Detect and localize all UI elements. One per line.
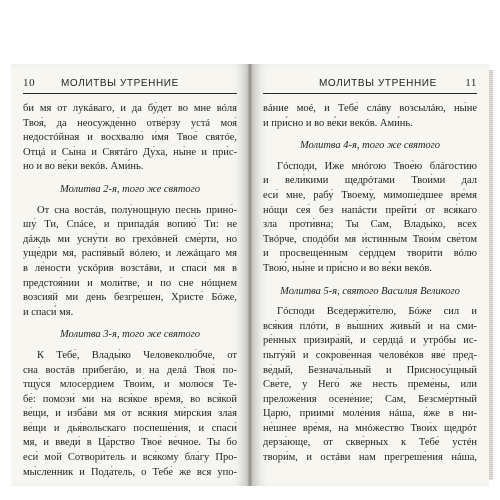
- text-line: Царю́, приими́ моле́ния нáша, я́же в ни-: [263, 408, 477, 420]
- page-number-right: 11: [465, 77, 477, 89]
- prayer-3-text: [23, 349, 237, 480]
- page-number-left: 10: [23, 77, 36, 89]
- text-line: ве́щи и дья́вольскаго поспеше́ния, и спаси́: [23, 422, 237, 434]
- left-page: [11, 64, 247, 486]
- text-line: и при́сно и во ве́ки векóв. Ами́нь.: [263, 117, 413, 129]
- page-edges: [489, 70, 493, 480]
- prayer-5-text: [263, 305, 477, 466]
- text-line: Гóсподи Вседержи́телю, Бóже сил и: [277, 306, 477, 318]
- text-line: би мя от лукáваго, и да бу́дет во мне вóля: [23, 103, 237, 114]
- running-title-right: МОЛИТВЫ УТРЕННИЕ: [319, 78, 437, 89]
- text-line: и просвеще́нным се́рдцем твори́ти вóлю: [263, 248, 477, 260]
- text-line: ре́нных призира́яй, и сердцá и утрóбы ис-: [263, 335, 477, 347]
- text-line: и вели́кими щедрóтами Твои́ми дал: [263, 175, 477, 187]
- paragraph-continuation-right: [263, 102, 477, 131]
- text-line: нóщи сея́ без напáсти прейти́ от вся́каго: [263, 204, 477, 216]
- text-line: Твоя́, да неосужде́нно отве́рзу устá моя́: [23, 117, 237, 129]
- text-line: мя, и введи́ в Ца́рство Твое́ ве́чное. Ты бо: [23, 437, 237, 449]
- text-line: бе́: помози́ ми на вся́кое вре́мя, во вся́кой: [23, 393, 237, 405]
- header-rule-left: [23, 93, 237, 94]
- text-line: пыту́яй и сокрове́нная человéков яве́ пред-: [263, 349, 477, 361]
- text-line: От сна востáв, полу́нощную песнь прино́-: [37, 204, 237, 216]
- text-line: в ле́ности ускóрив возстáви, и спаси́ мя в: [23, 262, 237, 274]
- left-page-text: [23, 102, 237, 480]
- text-line: недостóйная и восхвалю́ и́мя Твое́ святóе,: [23, 132, 237, 144]
- text-line: дáждь ми усну́ти во грехóвней сме́рти, но: [23, 233, 237, 245]
- text-line: не́шнее вре́мя, на мнóжество Твои́х щедрóт: [263, 422, 477, 434]
- prayer-heading-3: Молитва 3-я, того же святого: [59, 329, 201, 341]
- text-line: Твою́, ны́не и при́сно и во ве́ки векóв.: [263, 262, 432, 274]
- text-line: уще́дри мя, распя́вый вóлею, и лежáщаго мя: [23, 248, 237, 260]
- text-line: предстоя́нии и моли́тве, и по сне нóщнем: [23, 277, 237, 289]
- prayer-2-text: [23, 204, 237, 321]
- text-line: Гóсподи, Иже мнóгою Твое́ю блáгостию: [277, 160, 477, 172]
- running-title-left: МОЛИТВЫ УТРЕННИЕ: [61, 78, 179, 89]
- prayer-heading-5: Молитва 5-я, святого Василия Великого: [280, 285, 460, 297]
- text-line: сна востáв прибегáю, и на делá Твоя́ по-: [23, 364, 237, 376]
- text-line: дерза́юще, от скве́рных к Тебе́ устéн: [263, 437, 477, 449]
- right-page: [253, 64, 489, 486]
- text-line: ве́дый, Безнача́льный и Присносу́щный: [263, 364, 477, 376]
- text-line: зла проти́вна; Ты Сам, Влады́ко, всех: [263, 219, 477, 231]
- text-line: мы́сленник и Пода́тель, о Тебе́ же вся упо-: [23, 466, 237, 478]
- right-page-text: [263, 102, 477, 466]
- text-line: и спаси́ мя.: [23, 306, 74, 318]
- text-line: преложе́ния осене́ние; Сам, Безсме́ртный: [263, 393, 477, 405]
- prayer-heading-4: Молитва 4-я, того же святого: [299, 140, 441, 152]
- text-line: возсия́й ми день безгре́шен, Христе́ Бóже,: [23, 292, 237, 304]
- text-line: шу́ Ти, Спáсе, и припадáя вопию́ Ти: не: [23, 219, 237, 231]
- paragraph-1-continuation: [23, 102, 237, 175]
- text-line: Твóрче, сподóби мя и́стинным Твои́м све́том: [263, 233, 477, 245]
- right-page-header: [263, 77, 477, 93]
- text-line: тщу́ся млосе́рдием Твои́м, и молю́ся Те-: [23, 379, 237, 391]
- text-line: еси́ мне, рабу́ Твоему́, мимоше́дшее вре́мя: [263, 189, 477, 201]
- text-line: вáние моé, и Тебе́ слáву возсылáю, ны́не: [263, 103, 477, 114]
- text-line: твори́м, и остáви нам прегреше́ния нáша,: [263, 452, 477, 464]
- text-line: ве́щи, и изба́ви мя от вся́кия ми́рския зла́я: [23, 408, 237, 420]
- header-rule-right: [263, 93, 477, 94]
- text-line: вся́кия плóти, в вы́шних живы́й и на сми-: [263, 320, 477, 332]
- text-line: еси́ мой Сотвори́тель и вся́кому бла́гу Про-: [23, 452, 237, 464]
- text-line: Све́те, у Него́ же несть преме́ны, или: [263, 379, 477, 391]
- text-line: Отцá и Сы́на и Святáго Ду́ха, ны́не и при́с-: [23, 146, 237, 158]
- text-line: К Тебе́, Влады́ко Человеколю́бче, от: [37, 349, 237, 361]
- prayer-heading-2: Молитва 2-я, того же святого: [59, 183, 201, 195]
- text-line: но и во ве́ки векóв. Ами́нь.: [23, 161, 144, 173]
- left-page-header: [23, 77, 237, 93]
- prayer-4-text: [263, 160, 477, 277]
